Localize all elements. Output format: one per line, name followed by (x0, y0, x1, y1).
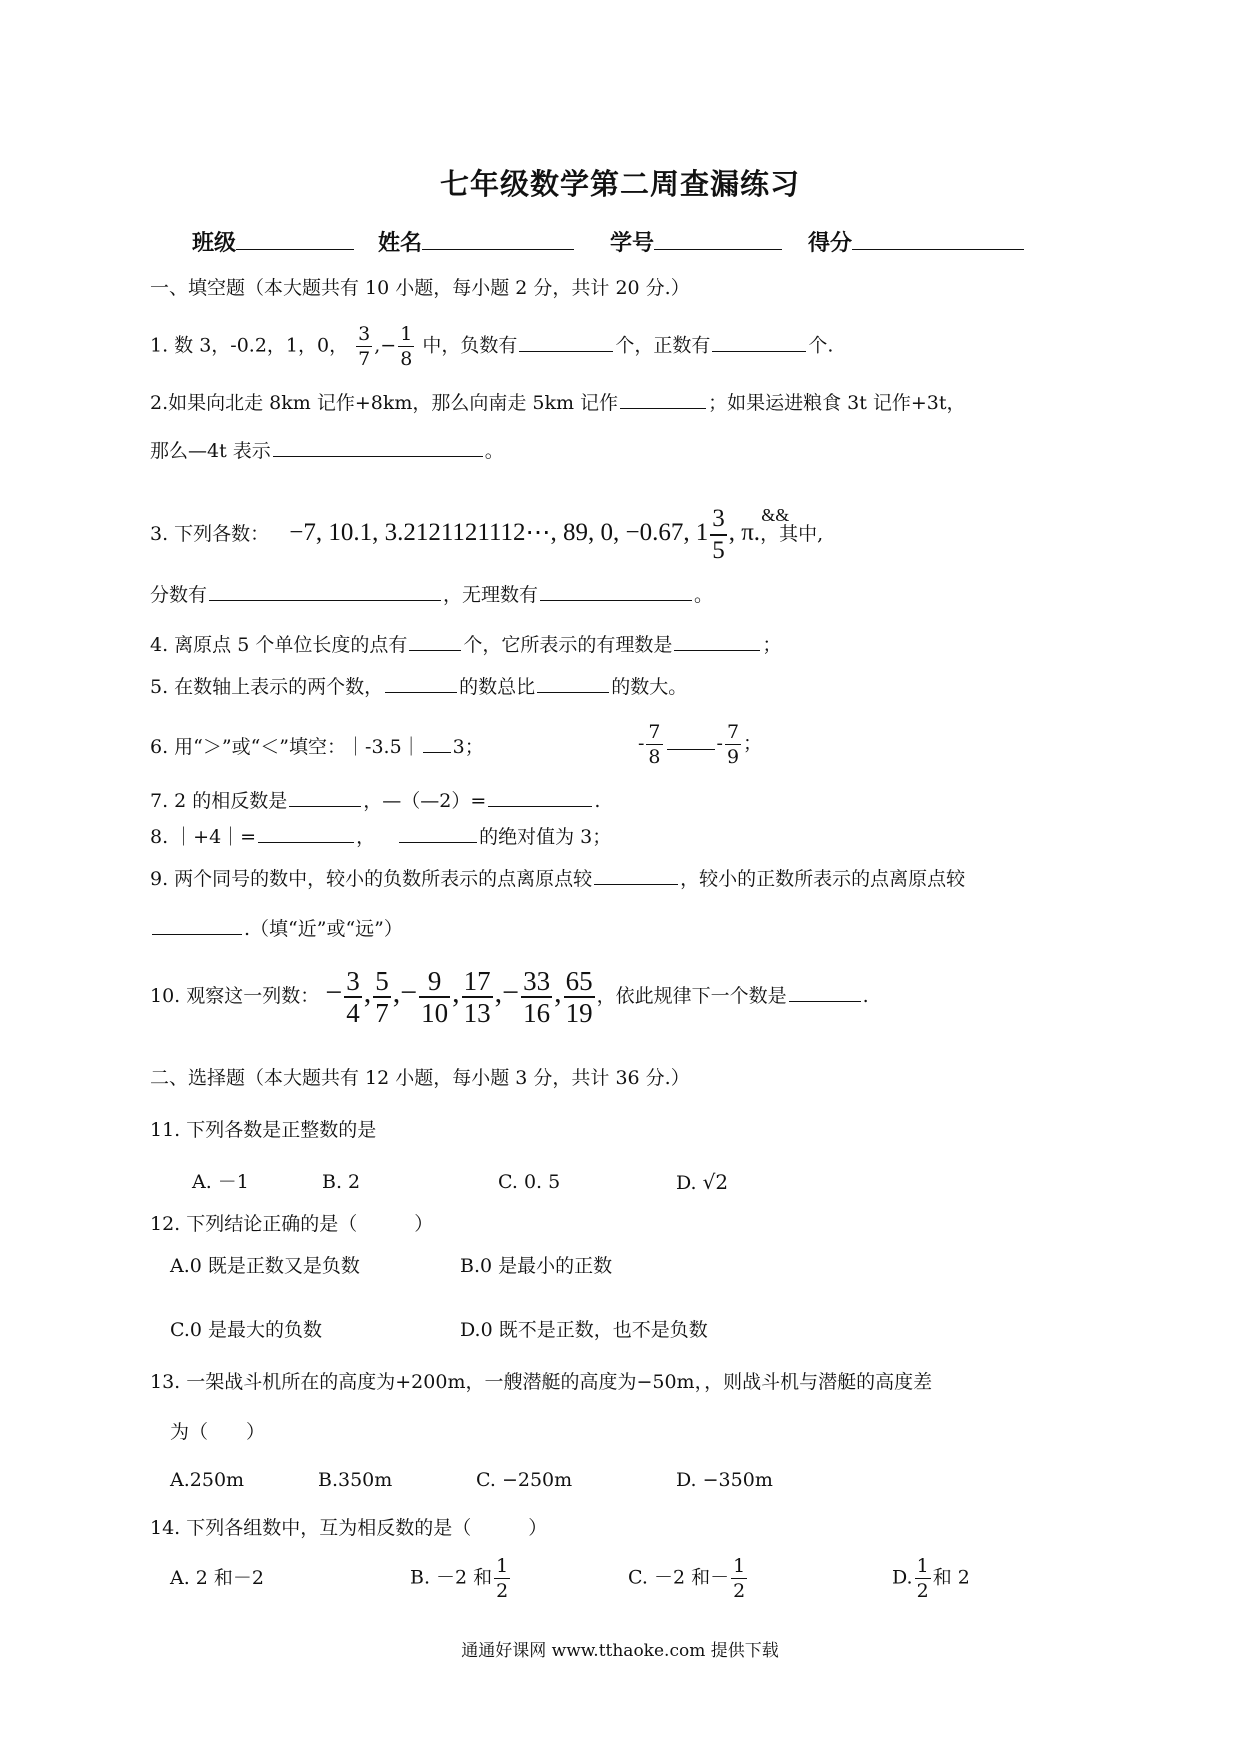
fraction: $\frac{7}{8}$ (648, 721, 661, 768)
question-2-line-1: 2.如果向北走 8km 记作+8km，那么向南走 5km 记作 ；如果运进粮食 3t 记作+3t， (150, 392, 966, 414)
answer-blank[interactable] (409, 632, 461, 651)
mixed-fraction: $\frac{3}{5}$ (712, 505, 725, 564)
question-12-stem: 12. 下列结论正确的是（ ） (150, 1213, 434, 1235)
option-b[interactable]: B. 2 (322, 1171, 361, 1193)
fraction: $\frac{33}{16}$ (523, 966, 551, 1028)
question-1: 1. 数 3，-0.2，1，0， $\frac{3}{7}$ ,− $\frac{1}{8}$ 中，负数有 个，正数有 个. (150, 323, 834, 370)
question-6-fractions: - $\frac{7}{8}$ - $\frac{7}{9}$ ； (638, 721, 763, 768)
score-field (808, 226, 1024, 257)
question-13-stem-2: 为（ ） (170, 1421, 266, 1443)
question-11-stem: 11. 下列各数是正整数的是 (150, 1119, 377, 1141)
option-c[interactable]: C.0 是最大的负数 (170, 1319, 323, 1341)
option-b[interactable]: B. －2 和 $\frac{1}{2}$ (410, 1555, 509, 1602)
answer-blank[interactable] (620, 390, 706, 409)
answer-blank[interactable] (152, 916, 242, 935)
class-blank[interactable] (236, 229, 354, 250)
fraction: $\frac{3}{4}$ (346, 966, 360, 1028)
question-3-line-2: 分数有 ，无理数有 。 (150, 584, 714, 606)
fraction: $\frac{65}{19}$ (565, 966, 593, 1028)
answer-blank[interactable] (537, 674, 609, 693)
class-label: 班级 (192, 230, 237, 256)
fraction: $\frac{1}{8}$ (400, 323, 413, 370)
student-id-field (610, 226, 782, 257)
question-4: 4. 离原点 5 个单位长度的点有 个，它所表示的有理数是 ； (150, 634, 782, 656)
answer-blank[interactable] (399, 824, 477, 843)
option-d[interactable]: D. $\frac{1}{2}$ 和 2 (892, 1555, 970, 1602)
answer-blank[interactable] (289, 788, 361, 807)
repeating-mark: && (761, 505, 790, 525)
option-b[interactable]: B.350m (318, 1469, 393, 1491)
answer-blank[interactable] (423, 734, 451, 753)
fraction: $\frac{5}{7}$ (375, 966, 389, 1028)
option-d[interactable]: D. −350m (676, 1469, 773, 1491)
fraction: $\frac{9}{10}$ (421, 966, 449, 1028)
option-a[interactable]: A. －1 (192, 1171, 249, 1193)
name-blank[interactable] (422, 229, 574, 250)
question-13-stem: 13. 一架战斗机所在的高度为+200m，一艘潜艇的高度为−50m，，则战斗机与潜艇的高度差 (150, 1371, 933, 1393)
question-9-line-1: 9. 两个同号的数中，较小的负数所表示的点离原点较 ，较小的正数所表示的点离原点较 (150, 868, 966, 890)
question-7: 7. 2 的相反数是 ，—（—2）= . (150, 790, 601, 812)
student-id-label: 学号 (610, 230, 655, 256)
fraction: $\frac{1}{2}$ (496, 1555, 509, 1602)
fraction: $\frac{17}{13}$ (463, 966, 491, 1028)
question-3: 3. 下列各数： −7, 10.1, 3.2121121112⋯, 89, 0, −0.67, && 1 $\frac{3}{5}$ , π.，其中, (150, 505, 824, 564)
option-c[interactable]: C. 0. 5 (498, 1171, 561, 1193)
answer-blank[interactable] (540, 582, 692, 601)
section1-heading: 一、填空题（本大题共有 10 小题，每小题 2 分，共计 20 分.） (150, 277, 690, 299)
name-label: 姓名 (378, 230, 423, 256)
option-d[interactable]: D. √2 (676, 1170, 729, 1194)
question-8: 8. ｜+4｜= ， 的绝对值为 3； (150, 826, 612, 848)
option-c[interactable]: C. −250m (476, 1469, 573, 1491)
option-d[interactable]: D.0 既不是正数，也不是负数 (460, 1319, 708, 1341)
option-a[interactable]: A.0 既是正数又是负数 (170, 1255, 360, 1277)
answer-blank[interactable] (258, 824, 354, 843)
fraction: $\frac{3}{7}$ (358, 323, 371, 370)
score-blank[interactable] (852, 229, 1024, 250)
question-10: 10. 观察这一列数： − $\frac{3}{4}$ , $\frac{5}{7}$ ,− $\frac{9}{10}$ , $\frac{17}{13}$ ,− $\frac{33}{16}$ , $\frac{65}{19}$ ，依此规律下一个数是 . (150, 966, 869, 1028)
option-b[interactable]: B.0 是最小的正数 (460, 1255, 613, 1277)
page-footer: 通通好课网 www.tthaoke.com 提供下载 (461, 1641, 779, 1661)
question-6: 6. 用“＞”或“＜”填空：｜-3.5｜ 3； (150, 736, 484, 758)
sqrt-2: √2 (702, 1170, 729, 1194)
answer-blank[interactable] (712, 333, 806, 352)
answer-blank[interactable] (674, 632, 760, 651)
answer-blank[interactable] (519, 333, 613, 352)
answer-blank[interactable] (594, 866, 678, 885)
answer-blank[interactable] (667, 731, 715, 750)
question-2-line-2: 那么—4t 表示 。 (150, 440, 504, 462)
name-field (378, 226, 574, 257)
option-a[interactable]: A. 2 和－2 (170, 1567, 265, 1589)
student-id-blank[interactable] (654, 229, 782, 250)
answer-blank[interactable] (385, 674, 457, 693)
answer-blank[interactable] (789, 983, 861, 1002)
section2-heading: 二、选择题（本大题共有 12 小题，每小题 3 分，共计 36 分.） (150, 1067, 690, 1089)
class-field (192, 226, 354, 257)
option-c[interactable]: C. －2 和－ $\frac{1}{2}$ (628, 1555, 746, 1602)
option-a[interactable]: A.250m (170, 1469, 245, 1491)
fraction: $\frac{1}{2}$ (733, 1555, 746, 1602)
score-label: 得分 (808, 230, 853, 256)
fraction: $\frac{1}{2}$ (916, 1555, 929, 1602)
answer-blank[interactable] (209, 582, 441, 601)
answer-blank[interactable] (273, 438, 483, 457)
page-title: 七年级数学第二周查漏练习 (439, 167, 800, 201)
number-list: −7, 10.1, 3.2121121112⋯, 89, 0, −0.67, && (289, 505, 790, 546)
question-5: 5. 在数轴上表示的两个数， 的数总比 的数大。 (150, 676, 688, 698)
fraction: $\frac{7}{9}$ (726, 721, 740, 768)
question-9-line-2: .（填“近”或“远”） (150, 916, 403, 941)
answer-blank[interactable] (488, 788, 592, 807)
question-14-stem: 14. 下列各组数中，互为相反数的是（ ） (150, 1517, 548, 1539)
